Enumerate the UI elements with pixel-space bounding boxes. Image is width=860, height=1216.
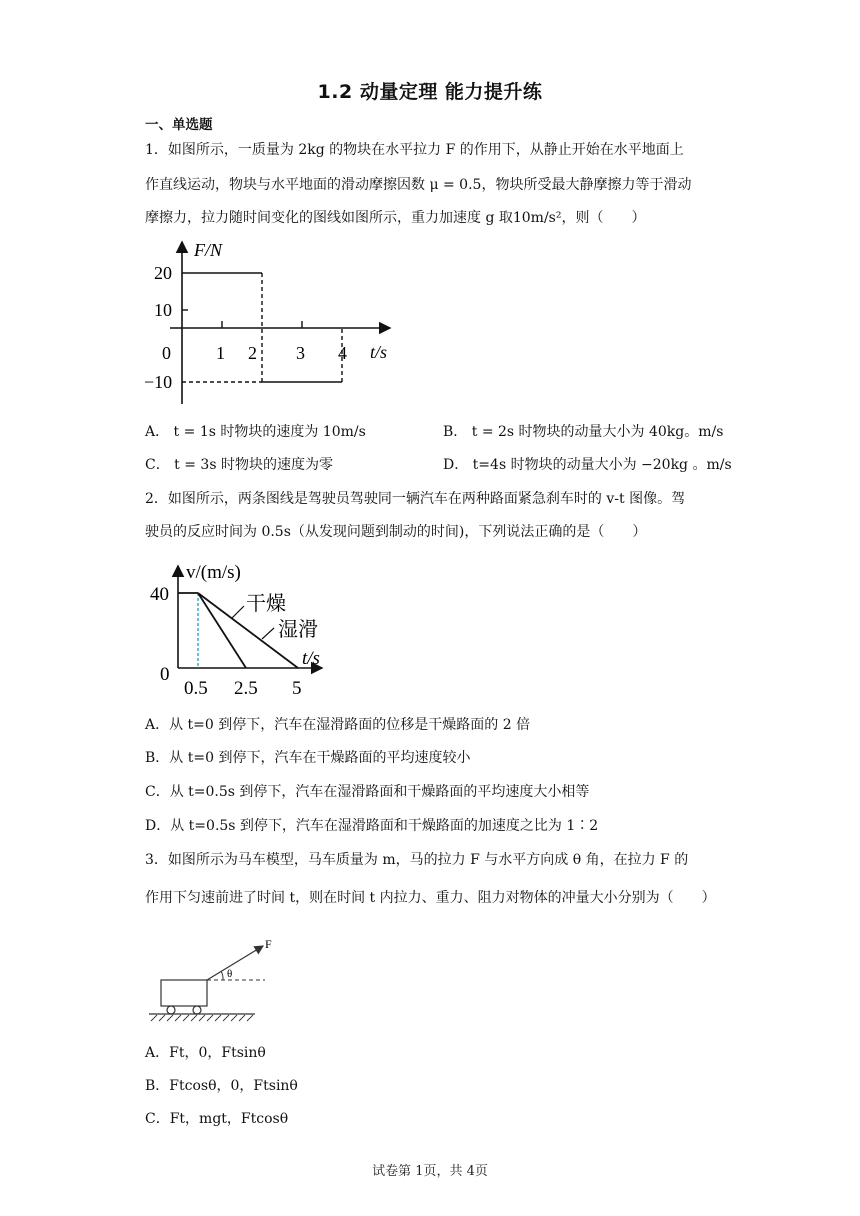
q3-option-b: B．Ftcosθ，0，Ftsinθ bbox=[145, 1078, 298, 1094]
section-heading: 一、单选题 bbox=[145, 117, 213, 133]
q1-graph-ytick-minus10: −10 bbox=[144, 372, 173, 392]
q2-stem-line1: 2．如图所示，两条图线是驾驶员驾驶同一辆汽车在两种路面紧急刹车时的 v-t 图像。驾 bbox=[145, 491, 686, 507]
q1-option-c: C． t = 3s 时物块的速度为零 bbox=[145, 457, 333, 473]
q1-option-a: A． t = 1s 时物块的速度为 10m/s bbox=[145, 424, 366, 440]
q1-graph-ylabel: F/N bbox=[194, 240, 223, 260]
q2-velocity-time-graph bbox=[150, 556, 350, 704]
q2-option-d: D．从 t=0.5s 到停下，汽车在湿滑路面和干燥路面的加速度之比为 1∶2 bbox=[145, 818, 599, 834]
q1-graph-ytick-20: 20 bbox=[154, 263, 172, 283]
q2-option-c: C．从 t=0.5s 到停下，汽车在湿滑路面和干燥路面的平均速度大小相等 bbox=[145, 784, 590, 800]
q1-force-time-graph bbox=[144, 236, 400, 412]
q3-stem-line2: 作用下匀速前进了时间 t，则在时间 t 内拉力、重力、阻力对物体的冲量大小分别为（ ） bbox=[145, 890, 716, 906]
q1-option-b: B． t = 2s 时物块的动量大小为 40kg。m/s bbox=[443, 424, 724, 440]
q2-stem-line2: 驶员的反应时间为 0.5s（从发现问题到制动的时间)，下列说法正确的是（ ） bbox=[145, 524, 647, 540]
q3-option-a: A．Ft，0，Ftsinθ bbox=[145, 1045, 266, 1061]
page-title: 1.2 动量定理 能力提升练 bbox=[317, 81, 543, 103]
q2-option-b: B．从 t=0 到停下，汽车在干燥路面的平均速度较小 bbox=[145, 750, 471, 766]
q1-stem-line1: 1．如图所示，一质量为 2kg 的物块在水平拉力 F 的作用下，从静止开始在水平地面上 bbox=[145, 142, 684, 158]
q3-option-c: C．Ft，mgt，Ftcosθ bbox=[145, 1111, 289, 1127]
q2-graph-dry-label: 干燥 bbox=[246, 593, 286, 615]
q2-graph-origin: 0 bbox=[160, 664, 170, 685]
q1-graph-xlabel: t/s bbox=[370, 342, 388, 362]
q1-graph-xtick-3: 3 bbox=[296, 343, 305, 363]
q1-stem-line2: 作直线运动，物块与水平地面的滑动摩擦因数 μ = 0.5，物块所受最大静摩擦力等于滑动 bbox=[145, 177, 692, 193]
q3-carriage-figure bbox=[145, 932, 285, 1024]
q3-angle-label: θ bbox=[227, 968, 233, 980]
q2-graph-xtick-0-5: 0.5 bbox=[184, 678, 208, 699]
q1-graph-xtick-1: 1 bbox=[216, 343, 225, 363]
q2-graph-ylabel: v/(m/s) bbox=[186, 562, 241, 583]
q2-graph-wet-label: 湿滑 bbox=[278, 619, 318, 641]
q1-graph-ytick-10: 10 bbox=[154, 300, 172, 320]
q2-graph-xtick-5: 5 bbox=[292, 678, 302, 699]
q2-graph-xlabel: t/s bbox=[302, 648, 320, 669]
q3-force-label: F bbox=[265, 937, 272, 951]
q2-graph-ytick-40: 40 bbox=[150, 584, 169, 605]
q2-graph-xtick-2-5: 2.5 bbox=[234, 678, 258, 699]
page-footer: 试卷第 1页，共 4页 bbox=[372, 1164, 488, 1179]
q2-option-a: A．从 t=0 到停下，汽车在湿滑路面的位移是干燥路面的 2 倍 bbox=[145, 717, 531, 733]
q1-graph-xtick-2: 2 bbox=[248, 343, 257, 363]
q1-graph-xtick-4: 4 bbox=[338, 343, 347, 363]
q1-stem-line3: 摩擦力，拉力随时间变化的图线如图所示，重力加速度 g 取10m/s²，则（ ） bbox=[145, 210, 646, 226]
q3-stem-line1: 3．如图所示为马车模型，马车质量为 m，马的拉力 F 与水平方向成 θ 角，在拉力 F 的 bbox=[145, 852, 689, 868]
q1-option-d: D． t=4s 时物块的动量大小为 −20kg 。m/s bbox=[443, 457, 732, 473]
q1-graph-origin: 0 bbox=[162, 343, 171, 363]
